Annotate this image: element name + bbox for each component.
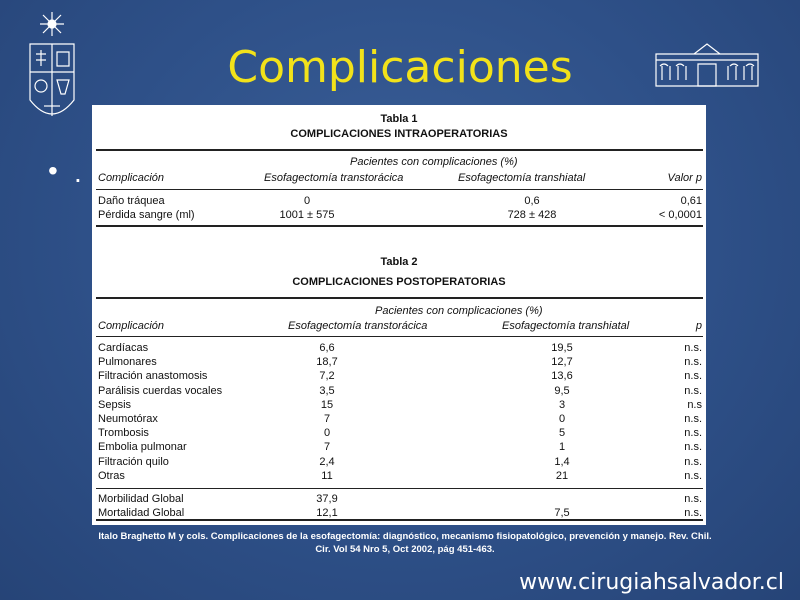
table-cell: 0,6 (524, 195, 540, 207)
table2-label: Tabla 2 (380, 256, 418, 268)
table-cell: Mortalidad Global (98, 507, 185, 519)
citation-journal: Rev. Chil. (669, 531, 712, 542)
table-cell: n.s. (684, 370, 702, 383)
table-cell: n.s. (684, 427, 702, 440)
table-cell: 7,2 (319, 370, 335, 383)
complications-table-image (92, 105, 706, 525)
table-cell: 0 (303, 195, 311, 207)
table2-bottom-rule (96, 519, 703, 521)
table1-col-header: Complicación (98, 172, 165, 184)
table-cell: n.s (687, 398, 702, 411)
table2-group-header: Pacientes con complicaciones (%) (375, 305, 543, 317)
table-cell: 18,7 (316, 356, 338, 369)
table-cell: 0 (323, 427, 331, 440)
table-cell: 0 (558, 413, 566, 425)
table2-col-header: Complicación (98, 320, 165, 332)
table1-group-header: Pacientes con complicaciones (%) (350, 156, 518, 168)
table-cell: 2,4 (319, 455, 335, 468)
table-cell: 1001 ± 575 (279, 209, 335, 221)
table-cell: Neumotórax (98, 413, 158, 425)
table-cell: Parálisis cuerdas vocales (98, 384, 223, 397)
table-cell: n.s. (684, 413, 702, 425)
table-cell: Pulmonares (98, 356, 157, 369)
citation-authors-title: Italo Braghetto M y cols. Complicaciones de la esofagectomía: diagnóstico, mecanismo fisiopatológico, prevención y manejo. (98, 531, 670, 542)
table-cell: 7,5 (554, 507, 570, 519)
table-cell: 6,6 (319, 342, 335, 354)
table-cell: n.s. (684, 455, 702, 468)
bullet-text: . (74, 157, 82, 188)
table-cell: 728 ± 428 (507, 209, 557, 221)
table-cell: n.s. (684, 469, 702, 482)
table-cell: Otras (98, 469, 125, 482)
table-cell: 5 (558, 427, 566, 440)
table-cell: Filtración quilo (98, 455, 169, 468)
bullet-symbol: • (48, 155, 58, 186)
table1-top-rule (96, 149, 703, 151)
table-cell: 19,5 (551, 342, 573, 354)
table-cell: 9,5 (554, 384, 570, 397)
table-cell: 1 (558, 441, 566, 454)
citation-volume: Cir. Vol 54 Nro 5, Oct 2002, pág 451-463. (315, 544, 495, 555)
table-cell: Trombosis (98, 427, 149, 440)
table-cell: 0,61 (680, 195, 702, 207)
table-cell: 3,5 (319, 384, 335, 397)
table-cell: n.s. (684, 384, 702, 397)
table-cell: 13,6 (551, 370, 573, 383)
table-cell: < 0,0001 (658, 209, 702, 221)
table-cell: Cardíacas (98, 342, 149, 354)
table-cell: Filtración anastomosis (98, 370, 208, 383)
table1-col-header: Esofagectomía transtorácica (264, 172, 404, 184)
table-cell: n.s. (684, 342, 702, 354)
table-cell: 7 (323, 413, 331, 425)
table2-title: COMPLICACIONES POSTOPERATORIAS (292, 276, 506, 288)
table-cell: 21 (555, 469, 569, 482)
table1-title: COMPLICACIONES INTRAOPERATORIAS (290, 128, 508, 140)
table-cell: n.s. (684, 356, 702, 369)
table1-col-header: Valor p (667, 172, 702, 184)
slide-title: Complicaciones (227, 42, 573, 93)
footer-website-url: www.cirugiahsalvador.cl (519, 570, 784, 595)
table-cell: 7 (323, 441, 331, 454)
table2-header-rule (96, 336, 703, 337)
table-cell: 15 (320, 398, 334, 411)
table-cell: 12,1 (316, 507, 338, 519)
table2-col-header: p (695, 320, 702, 332)
table-cell: Embolia pulmonar (98, 441, 187, 454)
table-cell: Morbilidad Global (98, 493, 184, 505)
table1-label: Tabla 1 (380, 113, 418, 125)
table-cell: n.s. (684, 493, 702, 505)
table2-col-header: Esofagectomía transhiatal (502, 320, 630, 332)
table1-col-header: Esofagectomía transhiatal (458, 172, 586, 184)
table-cell: 3 (558, 398, 566, 411)
table-cell: n.s. (684, 507, 702, 519)
table2-col-header: Esofagectomía transtorácica (288, 320, 428, 332)
source-citation (60, 530, 750, 556)
table-cell: 12,7 (551, 356, 573, 369)
table-cell: Sepsis (98, 398, 132, 411)
table2-summary-rule (96, 488, 703, 489)
table-cell: 1,4 (554, 455, 570, 468)
table1-header-rule (96, 189, 703, 190)
table-cell: 11 (321, 469, 333, 482)
table-cell: n.s. (684, 441, 702, 454)
table-cell: Daño tráquea (98, 195, 165, 207)
table-cell: Pérdida sangre (ml) (98, 209, 195, 221)
table2-top-rule (96, 297, 703, 299)
table-cell: 37,9 (316, 493, 338, 505)
table1-bottom-rule (96, 225, 703, 227)
